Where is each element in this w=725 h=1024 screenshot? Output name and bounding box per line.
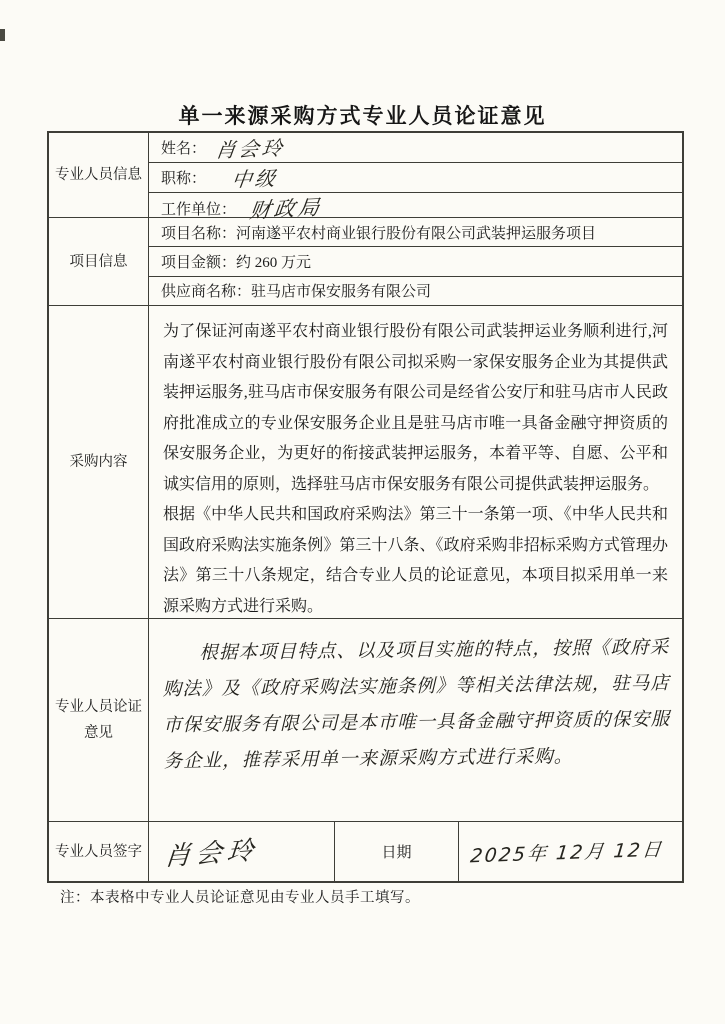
project-name-value: 河南遂平农村商业银行股份有限公司武装押运服务项目 bbox=[236, 225, 597, 242]
project-section-label: 项目信息 bbox=[49, 218, 149, 305]
expert-opinion-cell bbox=[149, 619, 682, 821]
project-amount-value: 约 260 万元 bbox=[236, 254, 312, 271]
date-label: 日期 bbox=[335, 822, 459, 881]
date-handwritten-value: 2025年 12月 12日 bbox=[469, 838, 665, 868]
supplier-name-label: 供应商名称： bbox=[161, 284, 252, 301]
expert-opinion-handwritten-text: 根据本项目特点、以及项目实施的特点，按照《政府采购法》及《政府采购法实施条例》等相关法律法规，驻马店市保安服务有限公司是本市唯一具备金融守押资质的保安服务企业，推荐采用单一来源采购方式进行采购。 bbox=[162, 636, 671, 773]
job-title-label: 职称： bbox=[161, 171, 207, 187]
section-procurement-content bbox=[49, 306, 682, 619]
name-handwritten-value: 肖会玲 bbox=[214, 135, 287, 163]
procurement-paragraph-2: 根据《中华人民共和国政府采购法》第三十一条第一项、《中华人民共和国政府采购法实施条例》第三十八条、《政府采购非招标采购方式管理办法》第三十八条规定，结合专业人员的论证意见，本项目拟采用单一来源采购方式进行采购。 bbox=[163, 506, 668, 615]
procurement-content-text bbox=[149, 306, 682, 618]
page-title: 单一来源采购方式专业人员论证意见 bbox=[178, 105, 547, 128]
row-supplier-name bbox=[149, 277, 682, 305]
signature-label: 专业人员签字 bbox=[49, 822, 149, 881]
personnel-section-label: 专业人员信息 bbox=[49, 133, 149, 217]
expert-opinion-section-label: 专业人员论证意见 bbox=[49, 619, 149, 821]
row-project-amount bbox=[149, 247, 682, 276]
procurement-paragraph-1: 为了保证河南遂平农村商业银行股份有限公司武装押运业务顺利进行,河南遂平农村商业银行股份有限公司拟采购一家保安服务企业为其提供武装押运服务,驻马店市保安服务有限公司是经省公安厅和驻马店市人民政府批准成立的专业保安服务企业且是驻马店市唯一具备金融守押资质的保安服务企业，为更好的衔接武装押运服务，本着平等、自愿、公平和诚实信用的原则，选择驻马店市保安服务有限公司提供武装押运服务。 bbox=[163, 323, 668, 493]
work-unit-handwritten-value: 财政局 bbox=[248, 195, 324, 223]
work-unit-label: 工作单位： bbox=[161, 201, 237, 218]
section-expert-opinion bbox=[49, 619, 682, 822]
job-title-handwritten-value: 中级 bbox=[230, 166, 280, 192]
argumentation-form-table bbox=[47, 131, 684, 883]
scan-artifact-mark bbox=[0, 29, 5, 41]
section-signature bbox=[49, 822, 682, 881]
row-project-name bbox=[149, 218, 682, 247]
section-project-info bbox=[49, 218, 682, 306]
section-personnel-info bbox=[49, 133, 682, 223]
name-label: 姓名： bbox=[161, 141, 207, 157]
procurement-content-section-label: 采购内容 bbox=[49, 306, 149, 618]
footnote: 注：本表格中专业人员论证意见由专业人员手工填写。 bbox=[60, 890, 420, 906]
row-job-title bbox=[149, 163, 682, 193]
signature-cell bbox=[149, 822, 335, 881]
supplier-name-value: 驻马店市保安服务有限公司 bbox=[251, 284, 432, 301]
signature-handwritten-value: 肖会玲 bbox=[163, 835, 260, 873]
project-amount-label: 项目金额： bbox=[161, 254, 237, 271]
date-cell bbox=[459, 822, 682, 881]
project-name-label: 项目名称： bbox=[161, 225, 237, 242]
row-name bbox=[149, 133, 682, 163]
